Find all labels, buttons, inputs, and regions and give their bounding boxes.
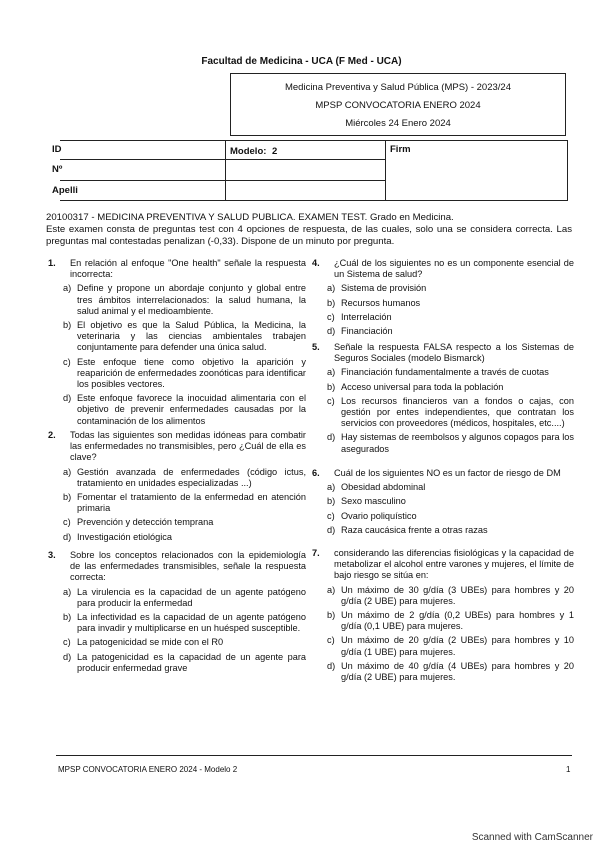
- option: c) Prevención y detección temprana: [63, 517, 214, 528]
- scanner-watermark: Scanned with CamScanner: [471, 832, 593, 843]
- exam-rules: Este examen consta de preguntas test con 4 opciones de respuesta, de las cuales, solo una se considera correcta. Las preguntas mal contestadas penalizan (-0,33). Dispone de un minuto por pregunta.: [46, 224, 572, 247]
- option: c) Interrelación: [327, 311, 392, 322]
- question-text: ¿Cuál de los siguientes no es un componente esencial de un Sistema de salud?: [334, 258, 574, 280]
- question-1: [48, 258, 306, 430]
- option: d) Raza caucásica frente a otras razas: [327, 524, 488, 535]
- footer-rule: [56, 755, 572, 756]
- option: b) Fomentar el tratamiento de la enfermedad en atención primaria: [63, 492, 306, 514]
- convocatoria: MPSP CONVOCATORIA ENERO 2024: [315, 100, 481, 111]
- option: c) Los recursos financieros van a fondos o cajas, con gestión por entes independientes, que contratan los servicios con proveedores (médicos, hospitales, etc....): [327, 395, 574, 429]
- option: a) Un máximo de 30 g/día (3 UBEs) para hombres y 20 g/día (2 UBE) para mujeres.: [327, 584, 574, 606]
- question-number: 3.: [48, 550, 56, 560]
- footer-text: MPSP CONVOCATORIA ENERO 2024 - Modelo 2: [58, 765, 238, 774]
- question-number: 1.: [48, 258, 56, 268]
- option: a) Sistema de provisión: [327, 283, 427, 294]
- question-number: 6.: [312, 468, 320, 478]
- option: c) Un máximo de 20 g/día (2 UBEs) para hombres y 10 g/día (1 UBE) para mujeres.: [327, 635, 574, 657]
- option: d) Este enfoque favorece la inocuidad alimentaria con el objetivo de prevenir enfermedades causadas por la contaminación de los alimentos: [63, 393, 306, 426]
- exam-header-box: [230, 73, 566, 136]
- option: d) La patogenicidad es la capacidad de un agente para producir enfermedad grave: [63, 651, 306, 673]
- question-text: Señale la respuesta FALSA respecto a los Sistemas de Seguros Sociales (modelo Bismarck): [334, 342, 574, 364]
- divider: [48, 159, 385, 160]
- option: b) Sexo masculino: [327, 496, 406, 507]
- option: d) Un máximo de 40 g/día (4 UBEs) para hombres y 20 g/día (2 UBE) para mujeres.: [327, 660, 574, 683]
- divider: [385, 140, 386, 201]
- question-5: [312, 342, 574, 458]
- question-number: 2.: [48, 430, 56, 440]
- divider: [48, 180, 385, 181]
- question-number: 7.: [312, 548, 320, 558]
- page-number: 1: [566, 765, 571, 774]
- option: d) Hay sistemas de reembolsos y algunos copagos para los asegurados: [327, 432, 574, 454]
- option: a) Define y propone un abordaje conjunto y global entre tres ámbitos interrelacionados: la salud humana, la salud animal y el medioambiente.: [63, 283, 306, 316]
- question-number: 5.: [312, 342, 320, 352]
- option: b) Acceso universal para toda la población: [327, 381, 504, 392]
- question-text: En relación al enfoque "One health" señale la respuesta incorrecta:: [70, 258, 306, 280]
- option: b) El objetivo es que la Salud Pública, la Medicina, la veterinaria y las ciencias ambientales trabajen conjuntamente para defender una única salud.: [63, 320, 306, 353]
- question-6: [312, 468, 574, 539]
- question-text: Todas las siguientes son medidas idóneas para combatir las enfermedades no transmisibles, pero ¿Cuál de ella es clave?: [70, 430, 306, 463]
- option: c) La patogenicidad se mide con el R0: [63, 637, 224, 648]
- option: a) Obesidad abdominal: [327, 482, 426, 493]
- exam-date: Miércoles 24 Enero 2024: [345, 118, 451, 129]
- surname-label: Apelli: [52, 185, 78, 196]
- modelo-label: Modelo:: [230, 146, 267, 157]
- option: d) Investigación etiológica: [63, 531, 172, 542]
- option: a) Financiación fundamentalmente a través de cuotas: [327, 367, 549, 378]
- question-7: [312, 548, 574, 686]
- option: b) La infectividad es la capacidad de un agente patógeno para invadir y multiplicarse en un huésped susceptible.: [63, 612, 306, 634]
- exam-instructions: [46, 212, 572, 248]
- identification-form: [48, 140, 568, 201]
- course-name: Medicina Preventiva y Salud Pública (MPS) - 2023/24: [284, 82, 511, 93]
- number-label: Nº: [52, 164, 63, 175]
- signature-label: Firm: [390, 144, 411, 155]
- question-4: [312, 258, 574, 340]
- question-text: Cuál de los siguientes NO es un factor de riesgo de DM: [334, 468, 561, 478]
- option: a) La virulencia es la capacidad de un agente patógeno para producir la enfermedad: [63, 586, 306, 608]
- option: d) Financiación: [327, 326, 393, 337]
- divider: [225, 140, 226, 201]
- option: b) Recursos humanos: [327, 297, 421, 308]
- id-label: ID: [52, 144, 62, 155]
- question-text: considerando las diferencias fisiológicas y la capacidad de metabolizar el alcohol entre varones y mujeres, el límite de bajo riesgo se sitúa en:: [334, 548, 574, 581]
- option: a) Gestión avanzada de enfermedades (código ictus, tratamiento en unidades especializadas ...): [63, 466, 306, 488]
- question-number: 4.: [312, 258, 320, 268]
- option: b) Un máximo de 2 g/día (0,2 UBEs) para hombres y 1 g/día (0,1 UBE) para mujeres.: [327, 610, 574, 632]
- question-text: Sobre los conceptos relacionados con la epidemiología de las enfermedades transmisibles, señale la respuesta correcta:: [70, 550, 306, 583]
- modelo-value: 2: [272, 146, 278, 157]
- faculty-title: Facultad de Medicina - UCA (F Med - UCA): [201, 56, 402, 67]
- option: c) Ovario poliquístico: [327, 510, 417, 521]
- question-2: [48, 430, 306, 546]
- question-3: [48, 550, 306, 677]
- exam-code-line: 20100317 - MEDICINA PREVENTIVA Y SALUD PUBLICA. EXAMEN TEST. Grado en Medicina.: [46, 212, 454, 223]
- option: c) Este enfoque tiene como objetivo la aparición y reaparición de enfermedades zoonóticas para identificar los posibles vectores.: [63, 356, 306, 390]
